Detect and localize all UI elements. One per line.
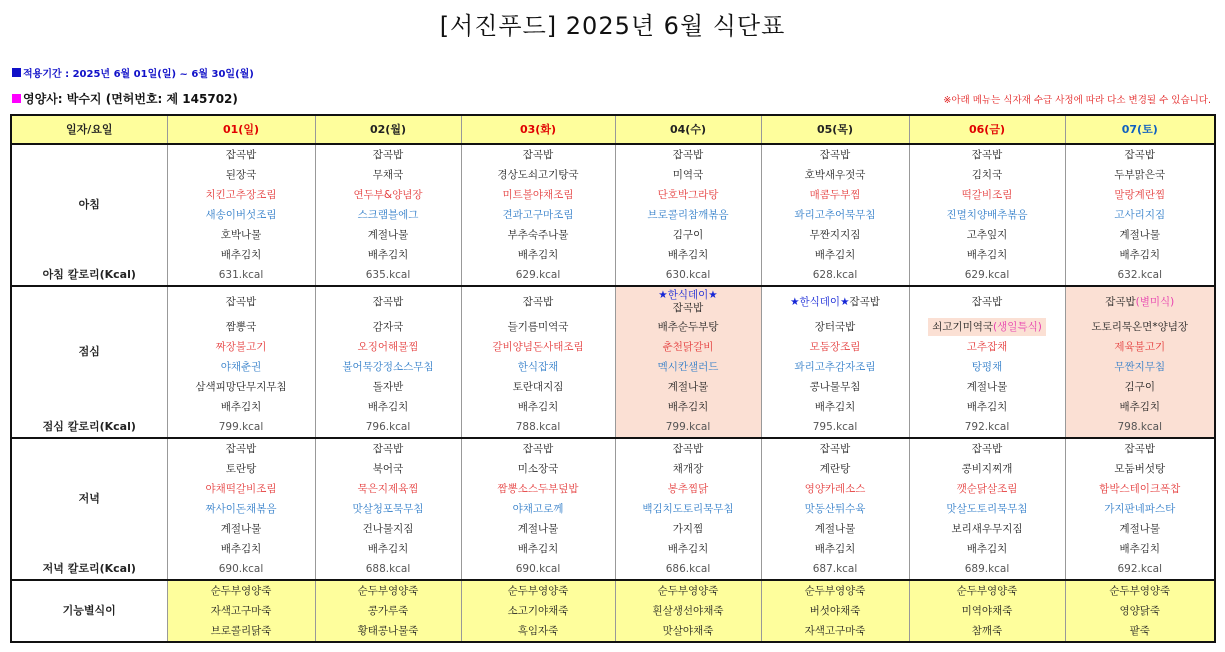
menu-item: 잡곡밥 [849,295,880,308]
day-header: 06(금) [909,115,1065,144]
menu-cell: 함박스테이크폭찹 [1065,479,1215,499]
lunch-calorie-label: 점심 칼로리(Kcal) [11,417,167,438]
lunch-row [11,397,1215,417]
menu-cell: 배추김치 [615,539,761,559]
period-line [12,65,254,80]
day-header: 05(목) [761,115,909,144]
korean-day-cell [615,286,761,317]
header-label: 일자/요일 [11,115,167,144]
menu-cell: 김구이 [615,225,761,245]
day-header: 03(화) [461,115,615,144]
dinner-calorie-label: 저녁 칼로리(Kcal) [11,559,167,580]
menu-cell: 꽈리고추어묵무침 [761,205,909,225]
dinner-row [11,438,1215,459]
menu-cell: 잡곡밥 [315,144,461,165]
calorie-cell: 799.kcal [167,417,315,438]
menu-cell: 자색고구마죽 [761,621,909,642]
breakfast-row [11,165,1215,185]
nutritionist-text: 영양사: 박수지 (면허번호: 제 145702) [23,92,238,106]
menu-cell: 도토리묵온면*양념장 [1065,317,1215,337]
menu-cell: 콩가루죽 [315,601,461,621]
menu-cell: 보리새우무지짐 [909,519,1065,539]
dinner-row [11,519,1215,539]
menu-cell: 참깨죽 [909,621,1065,642]
calorie-cell: 692.kcal [1065,559,1215,580]
menu-cell: 잡곡밥 [461,438,615,459]
menu-cell: 계절나물 [167,519,315,539]
menu-cell: 콩비지찌개 [909,459,1065,479]
breakfast-row [11,245,1215,265]
calorie-cell: 632.kcal [1065,265,1215,286]
menu-cell: 배추김치 [461,397,615,417]
menu-cell: 계절나물 [1065,225,1215,245]
calorie-cell: 628.kcal [761,265,909,286]
menu-cell: 잡곡밥 [909,286,1065,317]
menu-cell: 미역야채죽 [909,601,1065,621]
korean-day-cell [761,286,909,317]
menu-cell: 잡곡밥 [909,438,1065,459]
menu-cell: 배추김치 [1065,397,1215,417]
menu-cell: 배추김치 [315,397,461,417]
menu-cell: 배추김치 [1065,539,1215,559]
menu-cell: 불어묵강정소스무침 [315,357,461,377]
menu-cell: 순두부영양죽 [315,580,461,601]
menu-cell: 고사리지짐 [1065,205,1215,225]
calorie-cell: 629.kcal [909,265,1065,286]
functional-label: 기능별식이 [11,580,167,642]
menu-cell: 돌자반 [315,377,461,397]
menu-cell: 배추김치 [909,539,1065,559]
menu-item: 잡곡밥 [672,302,704,314]
menu-cell: 짜장불고기 [167,337,315,357]
menu-cell: 감자국 [315,317,461,337]
menu-cell: 춘천닭갈비 [615,337,761,357]
menu-cell: 배추김치 [315,245,461,265]
menu-cell: 경상도쇠고기탕국 [461,165,615,185]
menu-cell: 맛살청포묵무침 [315,499,461,519]
lunch-row [11,317,1215,337]
menu-cell: 진멸치양배추볶음 [909,205,1065,225]
menu-cell: 무채국 [315,165,461,185]
lunch-row [11,377,1215,397]
calorie-cell: 690.kcal [167,559,315,580]
breakfast-row [11,144,1215,165]
calorie-cell: 688.kcal [315,559,461,580]
menu-cell: 맛살도토리묵무침 [909,499,1065,519]
calorie-cell: 798.kcal [1065,417,1215,438]
menu-cell: 배추김치 [315,539,461,559]
menu-cell: 계절나물 [615,377,761,397]
menu-cell: 부추숙주나물 [461,225,615,245]
menu-cell: 무짠지무침 [1065,357,1215,377]
menu-cell: 배추김치 [909,245,1065,265]
menu-cell: 순두부영양죽 [615,580,761,601]
menu-cell: 짜사이돈채볶음 [167,499,315,519]
menu-cell: 황태콩나물죽 [315,621,461,642]
functional-row [11,621,1215,642]
functional-row [11,601,1215,621]
dinner-row [11,499,1215,519]
korean-day-event: ★한식데이★ [658,289,718,301]
calorie-cell: 630.kcal [615,265,761,286]
menu-cell: 계절나물 [1065,519,1215,539]
breakfast-row [11,225,1215,245]
calorie-cell: 689.kcal [909,559,1065,580]
menu-cell: 가지판네파스타 [1065,499,1215,519]
menu-cell: 잡곡밥 [761,438,909,459]
menu-cell: 묵은지제육찜 [315,479,461,499]
day-header: 07(토) [1065,115,1215,144]
menu-cell: 장터국밥 [761,317,909,337]
menu-cell: 깻순닭살조림 [909,479,1065,499]
menu-cell: 배추김치 [167,245,315,265]
menu-cell: 미역국 [615,165,761,185]
menu-cell: 된장국 [167,165,315,185]
dinner-row [11,479,1215,499]
menu-cell: 맛동산튀수육 [761,499,909,519]
menu-cell: 두부맑은국 [1065,165,1215,185]
menu-cell: 잡곡밥 [615,438,761,459]
calorie-cell: 795.kcal [761,417,909,438]
menu-cell: 미트볼야채조림 [461,185,615,205]
menu-cell: 단호박그라탕 [615,185,761,205]
menu-cell: 삼색피망단무지무침 [167,377,315,397]
menu-cell: 순두부영양죽 [461,580,615,601]
calorie-cell: 687.kcal [761,559,909,580]
dinner-row [11,459,1215,479]
menu-cell: 치킨고추장조림 [167,185,315,205]
menu-item: 쇠고기미역국 [932,321,994,333]
menu-item: 잡곡밥 [1105,295,1136,308]
special-meal-tag: (별미식) [1135,295,1175,308]
menu-cell: 잡곡밥 [1065,144,1215,165]
dinner-row [11,539,1215,559]
menu-cell: 순두부영양죽 [761,580,909,601]
menu-cell: 배추김치 [761,397,909,417]
menu-cell: 들기름미역국 [461,317,615,337]
menu-cell: 배추김치 [461,245,615,265]
menu-cell: 잡곡밥 [1065,438,1215,459]
menu-cell: 계절나물 [461,519,615,539]
menu-cell: 호박새우젓국 [761,165,909,185]
menu-cell: 버섯야채죽 [761,601,909,621]
breakfast-row [11,205,1215,225]
menu-cell: 탕평채 [909,357,1065,377]
period-text: 적용기간 : 2025년 6월 01일(일) ~ 6월 30일(월) [23,69,254,80]
dinner-label: 저녁 [78,492,100,505]
menu-cell: 한식잡채 [461,357,615,377]
menu-cell: 채개장 [615,459,761,479]
menu-cell: 순두부영양죽 [909,580,1065,601]
menu-cell: 잡곡밥 [315,286,461,317]
menu-cell: 모둠장조림 [761,337,909,357]
menu-cell: 스크램블에그 [315,205,461,225]
menu-change-notice: ※아래 메뉴는 식자재 수급 사정에 따라 다소 변경될 수 있습니다. [943,95,1211,106]
menu-cell: 오징어해물찜 [315,337,461,357]
menu-cell: 봉추찜닭 [615,479,761,499]
day-header: 02(월) [315,115,461,144]
menu-cell: 고추잎지 [909,225,1065,245]
calorie-cell: 799.kcal [615,417,761,438]
menu-cell: 제육불고기 [1065,337,1215,357]
menu-cell: 무짠지지짐 [761,225,909,245]
menu-cell: 잡곡밥 [315,438,461,459]
menu-cell: 흰살생선야채죽 [615,601,761,621]
lunch-row [11,357,1215,377]
korean-day-event: ★한식데이★ [790,295,850,308]
menu-cell: 견과고구마조림 [461,205,615,225]
menu-cell: 순두부영양죽 [1065,580,1215,601]
menu-cell: 배추김치 [615,245,761,265]
menu-cell: 말랑계란찜 [1065,185,1215,205]
menu-cell: 야채춘권 [167,357,315,377]
menu-cell: 가지찜 [615,519,761,539]
menu-cell: 잡곡밥 [167,438,315,459]
lunch-row [11,337,1215,357]
menu-cell: 건나물지짐 [315,519,461,539]
menu-cell: 영양닭죽 [1065,601,1215,621]
menu-cell: 배추김치 [461,539,615,559]
menu-cell: 맛살야채죽 [615,621,761,642]
menu-cell: 잡곡밥 [615,144,761,165]
day-header: 01(일) [167,115,315,144]
menu-cell: 영양카레소스 [761,479,909,499]
menu-cell: 멕시칸샐러드 [615,357,761,377]
menu-cell: 갈비양념돈사태조림 [461,337,615,357]
menu-cell: 야채떡갈비조림 [167,479,315,499]
menu-cell: 잡곡밥 [167,144,315,165]
menu-cell: 배추김치 [167,397,315,417]
meal-schedule-table [10,114,1216,643]
breakfast-calorie-row [11,265,1215,286]
menu-cell: 브로콜리닭죽 [167,621,315,642]
dinner-calorie-row [11,559,1215,580]
breakfast-label: 아침 [78,198,100,211]
menu-cell: 미소장국 [461,459,615,479]
nutritionist-square-icon [12,94,21,103]
breakfast-calorie-label: 아침 칼로리(Kcal) [11,265,167,286]
breakfast-row [11,185,1215,205]
calorie-cell: 629.kcal [461,265,615,286]
calorie-cell: 792.kcal [909,417,1065,438]
menu-cell: 야채고로께 [461,499,615,519]
menu-cell: 순두부영양죽 [167,580,315,601]
menu-cell: 토란탕 [167,459,315,479]
menu-cell: 연두부&양념장 [315,185,461,205]
menu-cell: 배추김치 [761,539,909,559]
calorie-cell: 635.kcal [315,265,461,286]
menu-cell: 새송이버섯조림 [167,205,315,225]
calorie-cell: 631.kcal [167,265,315,286]
menu-cell: 콩나물무침 [761,377,909,397]
day-header: 04(수) [615,115,761,144]
menu-cell: 김구이 [1065,377,1215,397]
menu-cell: 배추김치 [615,397,761,417]
menu-cell: 매콤두부찜 [761,185,909,205]
menu-cell: 잡곡밥 [909,144,1065,165]
calorie-cell: 690.kcal [461,559,615,580]
menu-cell: 소고기야채죽 [461,601,615,621]
lunch-calorie-row [11,417,1215,438]
calorie-cell: 686.kcal [615,559,761,580]
menu-cell: 계절나물 [761,519,909,539]
menu-cell: 배추김치 [167,539,315,559]
menu-cell: 호박나물 [167,225,315,245]
special-meal-cell [1065,286,1215,317]
menu-cell: 계란탕 [761,459,909,479]
menu-cell: 잡곡밥 [761,144,909,165]
menu-cell: 떡갈비조림 [909,185,1065,205]
header-row [11,115,1215,144]
period-square-icon [12,68,21,77]
menu-cell: 브로콜리참깨볶음 [615,205,761,225]
birthday-special-cell [909,317,1065,337]
menu-cell: 고추잡채 [909,337,1065,357]
page-title: [서진푸드] 2025년 6월 식단표 [439,12,786,40]
menu-cell: 배추순두부탕 [615,317,761,337]
menu-cell: 계절나물 [315,225,461,245]
menu-cell: 배추김치 [1065,245,1215,265]
menu-cell: 잡곡밥 [167,286,315,317]
lunch-label: 점심 [78,345,100,358]
birthday-special-tag: (생일특식) [993,321,1042,333]
menu-cell: 흑임자죽 [461,621,615,642]
menu-cell: 북어국 [315,459,461,479]
menu-cell: 배추김치 [761,245,909,265]
functional-row [11,580,1215,601]
menu-cell: 짬뽕소스두부덮밥 [461,479,615,499]
menu-cell: 잡곡밥 [461,144,615,165]
menu-cell: 백김치도토리묵무침 [615,499,761,519]
menu-cell: 토란대지짐 [461,377,615,397]
menu-cell: 김치국 [909,165,1065,185]
nutritionist-line [12,90,238,107]
menu-cell: 꽈리고추감자조림 [761,357,909,377]
menu-cell: 자색고구마죽 [167,601,315,621]
menu-cell: 계절나물 [909,377,1065,397]
lunch-row [11,286,1215,317]
menu-cell: 모둠버섯탕 [1065,459,1215,479]
calorie-cell: 788.kcal [461,417,615,438]
calorie-cell: 796.kcal [315,417,461,438]
menu-cell: 짬뽕국 [167,317,315,337]
menu-cell: 배추김치 [909,397,1065,417]
menu-cell: 팥죽 [1065,621,1215,642]
menu-cell: 잡곡밥 [461,286,615,317]
